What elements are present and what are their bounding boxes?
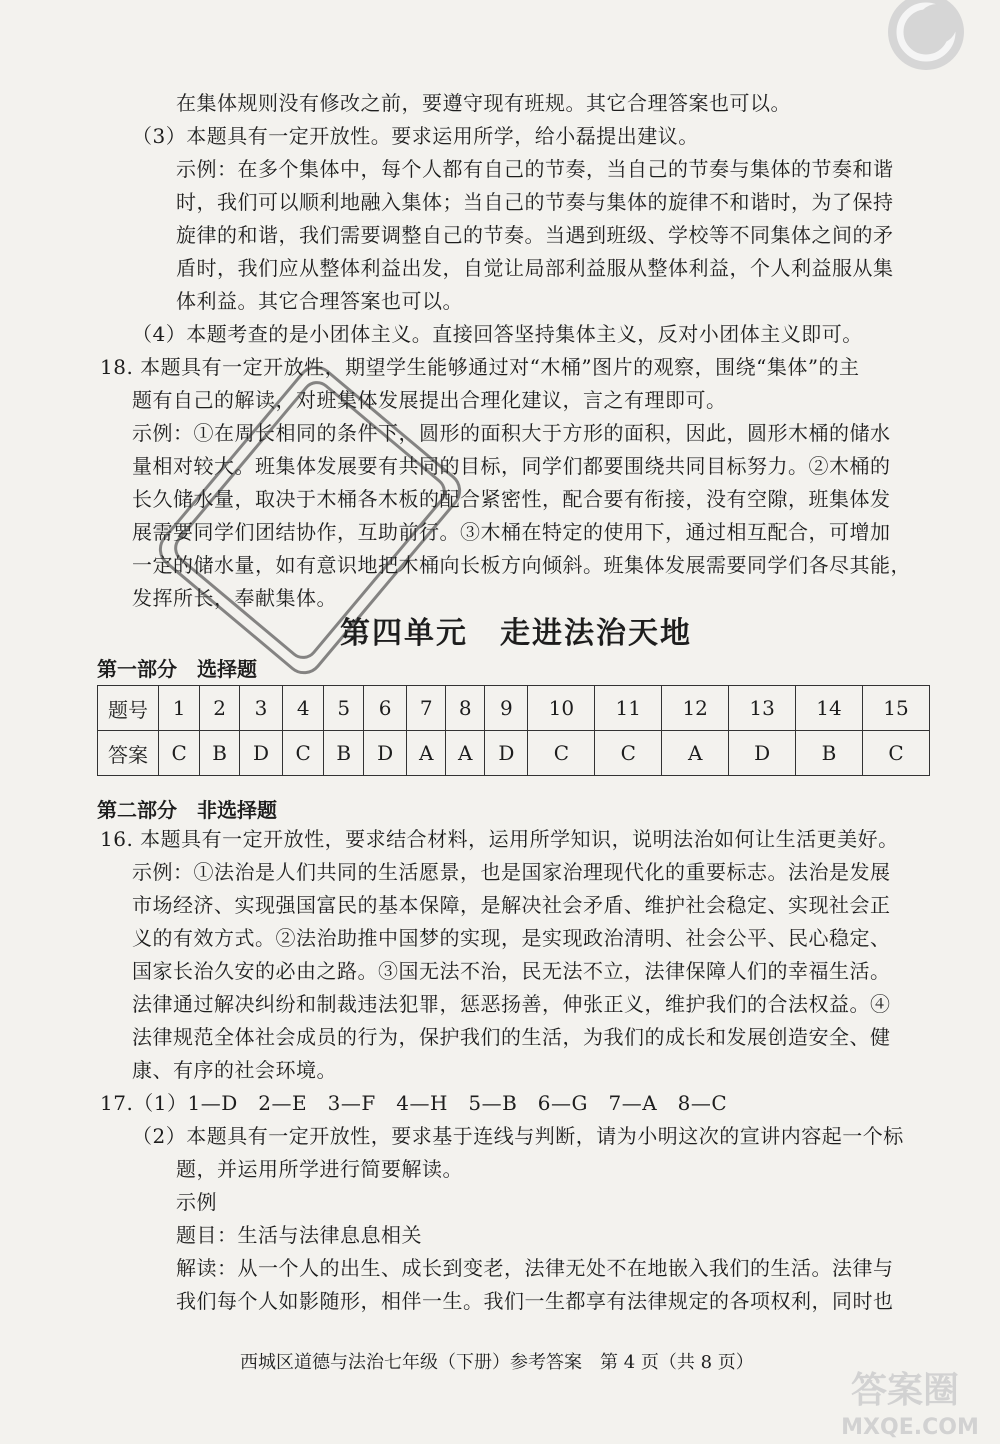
table-cell: B [324, 731, 364, 776]
text-line: 义的有效方式。②法治助推中国梦的实现，是实现政治清明、社会公平、民心稳定、 [132, 926, 891, 950]
text-line: 一定的储水量，如有意识地把木桶向长板方向倾斜。班集体发展需要同学们各尽其能， [132, 553, 911, 577]
text-line: 发挥所长，奉献集体。 [132, 586, 337, 610]
watermark-text-2: MXQE.COM [841, 1415, 979, 1440]
text-line: 示例：在多个集体中，每个人都有自己的节奏，当自己的节奏与集体的节奏和谐 [176, 157, 894, 181]
text-line: 18. 本题具有一定开放性，期望学生能够通过对“木桶”图片的观察，围绕“集体”的主 [100, 355, 860, 379]
table-cell: 5 [324, 686, 364, 731]
table-cell: A [407, 731, 446, 776]
text-line: 量相对较大。班集体发展要有共同的目标，同学们都要围绕共同目标努力。②木桶的 [132, 454, 891, 478]
text-line: 市场经济、实现强国富民的基本保障，是解决社会矛盾、维护社会稳定、实现社会正 [132, 893, 891, 917]
answer-table [97, 685, 930, 776]
text-line: 体利益。其它合理答案也可以。 [176, 289, 463, 313]
part1-heading: 第一部分 选择题 [97, 657, 257, 681]
table-cell: C [595, 731, 662, 776]
text-line: （3）本题具有一定开放性。要求运用所学，给小磊提出建议。 [132, 124, 699, 148]
text-line: 国家长治久安的必由之路。③国无法不治，民无法不立，法律保障人们的幸福生活。 [132, 959, 891, 983]
table-header-cell: 题号 [98, 686, 159, 731]
text-line: 解读：从一个人的出生、成长到变老，法律无处不在地嵌入我们的生活。法律与 [176, 1256, 894, 1280]
text-line: 康、有序的社会环境。 [132, 1058, 337, 1082]
text-line: （4）本题考查的是小团体主义。直接回答坚持集体主义，反对小团体主义即可。 [132, 322, 863, 346]
watermark-text-1: 答案圈 [850, 1370, 960, 1411]
table-cell: D [729, 731, 796, 776]
table-cell: 7 [407, 686, 446, 731]
table-header-cell: 答案 [98, 731, 159, 776]
table-cell: C [528, 731, 595, 776]
table-cell: 10 [528, 686, 595, 731]
text-line: 盾时，我们应从整体利益出发，自觉让局部利益服从整体利益，个人利益服从集 [176, 256, 894, 280]
table-cell: 14 [796, 686, 863, 731]
table-cell: 1 [159, 686, 200, 731]
text-line: 长久储水量，取决于木桶各木板的配合紧密性，配合要有衔接，没有空隙，班集体发 [132, 487, 891, 511]
site-watermark-icon [810, 1360, 990, 1440]
table-cell: 12 [662, 686, 729, 731]
moon-logo-icon [885, 0, 967, 70]
page-footer: 西城区道德与法治七年级（下册）参考答案 第 4 页（共 8 页） [240, 1352, 754, 1373]
text-line: 题目：生活与法律息息相关 [176, 1223, 422, 1247]
text-line: 展需要同学们团结协作，互助前行。③木桶在特定的使用下，通过相互配合，可增加 [132, 520, 891, 544]
text-line: 我们每个人如影随形，相伴一生。我们一生都享有法律规定的各项权利，同时也 [176, 1289, 894, 1313]
table-cell: A [662, 731, 729, 776]
text-line: 旋律的和谐，我们需要调整自己的节奏。当遇到班级、学校等不同集体之间的矛 [176, 223, 894, 247]
table-cell: 3 [239, 686, 282, 731]
table-cell: B [796, 731, 863, 776]
table-cell: 4 [283, 686, 324, 731]
text-line: 题有自己的解读，对班集体发展提出合理化建议，言之有理即可。 [132, 388, 727, 412]
table-cell: D [364, 731, 407, 776]
table-cell: C [862, 731, 929, 776]
table-cell: 9 [485, 686, 528, 731]
text-line: 题，并运用所学进行简要解读。 [176, 1157, 463, 1181]
text-line: 法律通过解决纠纷和制裁违法犯罪，惩恶扬善，伸张正义，维护我们的合法权益。④ [132, 992, 891, 1016]
text-line: 17.（1）1—D 2—E 3—F 4—H 5—B 6—G 7—A 8—C [100, 1091, 728, 1115]
text-line: 法律规范全体社会成员的行为，保护我们的生活，为我们的成长和发展创造安全、健 [132, 1025, 891, 1049]
table-cell: 13 [729, 686, 796, 731]
table-row-numbers [98, 686, 930, 731]
table-cell: D [239, 731, 282, 776]
text-line: 示例 [176, 1190, 217, 1214]
table-cell: 15 [862, 686, 929, 731]
table-cell: C [283, 731, 324, 776]
table-cell: 2 [200, 686, 240, 731]
table-cell: C [159, 731, 200, 776]
text-line: （2）本题具有一定开放性，要求基于连线与判断，请为小明这次的宣讲内容起一个标 [132, 1124, 904, 1148]
table-cell: A [446, 731, 485, 776]
table-cell: 11 [595, 686, 662, 731]
part2-heading: 第二部分 非选择题 [97, 798, 277, 822]
text-line: 示例：①法治是人们共同的生活愿景，也是国家治理现代化的重要标志。法治是发展 [132, 860, 891, 884]
table-cell: D [485, 731, 528, 776]
text-line: 示例：①在周长相同的条件下，圆形的面积大于方形的面积，因此，圆形木桶的储水 [132, 421, 891, 445]
text-line: 在集体规则没有修改之前，要遵守现有班规。其它合理答案也可以。 [176, 91, 791, 115]
text-line: 时，我们可以顺利地融入集体；当自己的节奏与集体的旋律不和谐时，为了保持 [176, 190, 894, 214]
table-cell: 6 [364, 686, 407, 731]
table-cell: 8 [446, 686, 485, 731]
table-row-answers [98, 731, 930, 776]
text-line: 16. 本题具有一定开放性，要求结合材料，运用所学知识，说明法治如何让生活更美好。 [100, 827, 899, 851]
table-cell: B [200, 731, 240, 776]
unit-title: 第四单元 走进法治天地 [340, 616, 692, 651]
